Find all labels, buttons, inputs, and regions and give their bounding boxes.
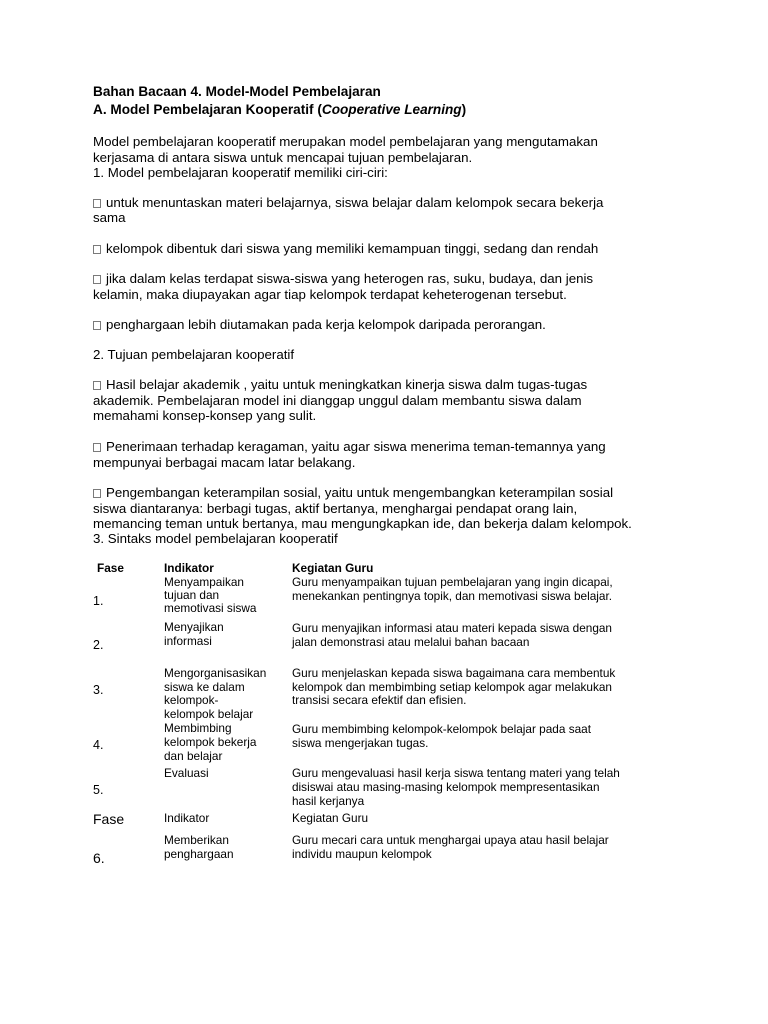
table-row-kegiatan: individu maupun kelompok bbox=[292, 847, 432, 861]
bullet-continuation: akademik. Pembelajaran model ini dianggap unggul dalam membantu siswa dalam bbox=[93, 393, 582, 408]
table-row-kegiatan: disiswai atau masing-masing kelompok mempresentasikan bbox=[292, 780, 600, 794]
bullet-item: kelompok dibentuk dari siswa yang memiliki kemampuan tinggi, sedang dan rendah bbox=[93, 241, 598, 257]
subtitle-italic: Cooperative Learning bbox=[321, 102, 462, 117]
bullet-box-icon bbox=[93, 275, 101, 284]
table-row-indikator: dan belajar bbox=[164, 749, 223, 763]
bullet-continuation: sama bbox=[93, 210, 126, 225]
table-row-indikator: Memberikan bbox=[164, 833, 229, 847]
table-row-fase: 3. bbox=[93, 683, 104, 697]
table-row-indikator: Menyampaikan bbox=[164, 575, 244, 589]
table-row-indikator: memotivasi siswa bbox=[164, 601, 257, 615]
bullet-box-icon bbox=[93, 245, 101, 254]
bullet-box-icon bbox=[93, 381, 101, 390]
bullet-item: Penerimaan terhadap keragaman, yaitu agar siswa menerima teman-temannya yang bbox=[93, 439, 606, 455]
bullet-continuation: kelamin, maka diupayakan agar tiap kelompok terdapat keheterogenan tersebut. bbox=[93, 287, 567, 302]
bullet-item: jika dalam kelas terdapat siswa-siswa yang heterogen ras, suku, budaya, dan jenis bbox=[93, 271, 593, 287]
document-subtitle bbox=[93, 102, 466, 118]
bullet-continuation: memahami konsep-konsep yang sulit. bbox=[93, 408, 317, 423]
bullet-box-icon bbox=[93, 199, 101, 208]
table-header-indikator: Indikator bbox=[164, 561, 214, 575]
bullet-item: Hasil belajar akademik , yaitu untuk meningkatkan kinerja siswa dalm tugas-tugas bbox=[93, 377, 587, 393]
section-heading-sintaks: 3. Sintaks model pembelajaran kooperatif bbox=[93, 531, 338, 546]
bullet-box-icon bbox=[93, 321, 101, 330]
table-repeat-header-kegiatan: Kegiatan Guru bbox=[292, 811, 369, 825]
bullet-continuation: mempunyai berbagai macam latar belakang. bbox=[93, 455, 356, 470]
list-heading-ciri: 1. Model pembelajaran kooperatif memiliki ciri-ciri: bbox=[93, 165, 388, 180]
table-row-indikator: penghargaan bbox=[164, 847, 234, 861]
table-row-fase: 1. bbox=[93, 594, 104, 608]
table-row-indikator: siswa ke dalam bbox=[164, 680, 245, 694]
bullet-box-icon bbox=[93, 443, 101, 452]
table-row-indikator: Mengorganisasikan bbox=[164, 666, 267, 680]
table-row-indikator: Menyajikan bbox=[164, 620, 224, 634]
table-row-fase: 4. bbox=[93, 738, 104, 752]
table-header-kegiatan: Kegiatan Guru bbox=[292, 561, 374, 575]
table-row-indikator: Membimbing bbox=[164, 721, 232, 735]
table-row-fase: 5. bbox=[93, 783, 104, 797]
table-row-indikator: kelompok- bbox=[164, 693, 219, 707]
bullet-continuation: siswa diantaranya: berbagi tugas, aktif bertanya, menghargai pendapat orang lain, bbox=[93, 501, 578, 516]
table-row-indikator: kelompok bekerja bbox=[164, 735, 257, 749]
subtitle-suffix: ) bbox=[461, 102, 467, 117]
bullet-item: penghargaan lebih diutamakan pada kerja kelompok daripada perorangan. bbox=[93, 317, 546, 333]
table-repeat-header-indikator: Indikator bbox=[164, 811, 210, 825]
table-row-kegiatan: Guru menyajikan informasi atau materi kepada siswa dengan bbox=[292, 621, 612, 635]
table-row-kegiatan: menekankan pentingnya topik, dan memotivasi siswa belajar. bbox=[292, 589, 613, 603]
table-row-indikator: tujuan dan bbox=[164, 588, 220, 602]
table-row-kegiatan: Guru mengevaluasi hasil kerja siswa tentang materi yang telah bbox=[292, 766, 620, 780]
table-row-kegiatan: Guru mecari cara untuk menghargai upaya atau hasil belajar bbox=[292, 833, 609, 847]
table-row-kegiatan: siswa mengerjakan tugas. bbox=[292, 736, 429, 750]
intro-line: kerjasama di antara siswa untuk mencapai tujuan pembelajaran. bbox=[93, 150, 473, 165]
table-row-kegiatan: Guru menyampaikan tujuan pembelajaran yang ingin dicapai, bbox=[292, 575, 613, 589]
table-row-fase: 6. bbox=[93, 850, 105, 866]
subtitle-prefix: A. Model Pembelajaran Kooperatif ( bbox=[93, 102, 322, 117]
table-row-fase: 2. bbox=[93, 638, 104, 652]
table-row-indikator: informasi bbox=[164, 634, 212, 648]
table-row-kegiatan: jalan demonstrasi atau melalui bahan bacaan bbox=[292, 635, 530, 649]
intro-line: Model pembelajaran kooperatif merupakan model pembelajaran yang mengutamakan bbox=[93, 134, 598, 149]
bullet-box-icon bbox=[93, 489, 101, 498]
table-row-kegiatan: transisi secara efektif dan efisien. bbox=[292, 693, 467, 707]
table-row-kegiatan: hasil kerjanya bbox=[292, 794, 365, 808]
bullet-continuation: memancing teman untuk bertanya, mau mengungkapkan ide, dan bekerja dalam kelompok. bbox=[93, 516, 632, 531]
table-row-indikator: Evaluasi bbox=[164, 766, 209, 780]
table-row-kegiatan: kelompok dan membimbing setiap kelompok agar melakukan bbox=[292, 680, 612, 694]
table-row-kegiatan: Guru menjelaskan kepada siswa bagaimana cara membentuk bbox=[292, 666, 616, 680]
table-row-indikator: kelompok belajar bbox=[164, 707, 254, 721]
table-row-kegiatan: Guru membimbing kelompok-kelompok belajar pada saat bbox=[292, 722, 592, 736]
table-header-fase: Fase bbox=[97, 561, 124, 575]
bullet-item: untuk menuntaskan materi belajarnya, siswa belajar dalam kelompok secara bekerja bbox=[93, 195, 603, 211]
bullet-item: Pengembangan keterampilan sosial, yaitu untuk mengembangkan keterampilan sosial bbox=[93, 485, 613, 501]
table-repeat-header-fase: Fase bbox=[93, 811, 125, 827]
document-title: Bahan Bacaan 4. Model-Model Pembelajaran bbox=[93, 84, 381, 99]
section-heading-tujuan: 2. Tujuan pembelajaran kooperatif bbox=[93, 347, 295, 362]
